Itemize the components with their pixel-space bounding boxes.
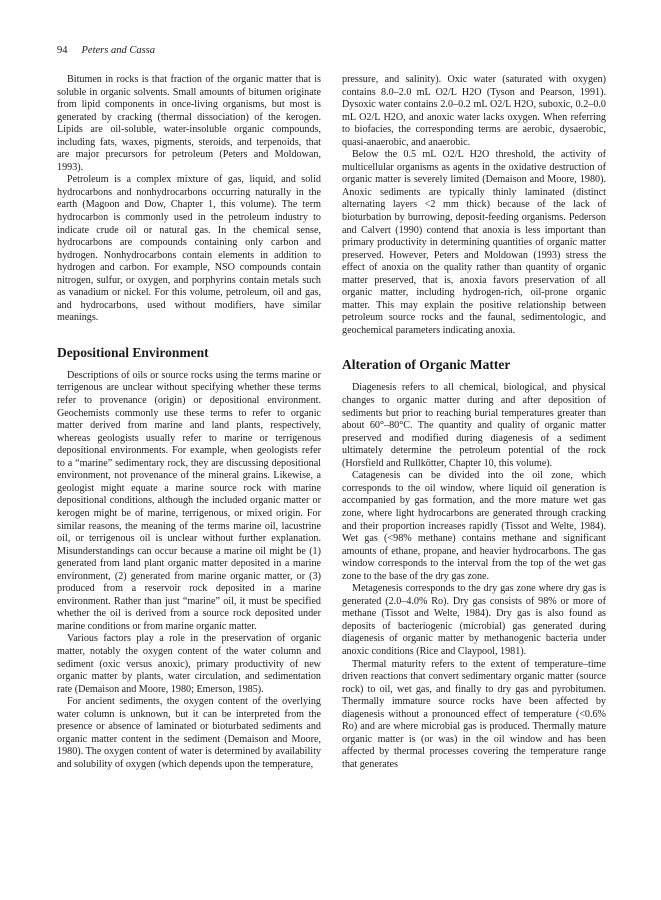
page-number: 94 — [57, 45, 68, 56]
paragraph-oxic-water: pressure, and salinity). Oxic water (saturated with oxygen) contains 8.0–2.0 mL O2/L H2O (Tyson and Pearson, 1991). Dysoxic water contains 2.0–0.2 mL O2/L H2O, suboxic, 0.2–0.0 mL O2/L H2O, and anoxic water lacks oxygen. When referring to biofacies, the corresponding terms are aerobic, dysaerobic, quasi-anaerobic, and anaerobic. — [342, 74, 606, 148]
left-column — [57, 74, 321, 771]
paragraph-catagenesis: Catagenesis can be divided into the oil zone, which corresponds to the oil window, where liquid oil generation is accompanied by gas formation, and the more mature wet gas zone, where light hydrocarbons are generated through cracking and their proportion increases rapidly (Tissot and Welte, 1984). Wet gas (<98% methane) contains methane and significant amounts of ethane, propane, and heavier hydrocarbons. The gas window corresponds to the interval from the top of the wet gas zone to the base of the dry gas zone. — [342, 470, 606, 582]
paragraph-diagenesis: Diagenesis refers to all chemical, biological, and physical changes to organic matter during and after deposition of sediments but prior to reaching burial temperatures greater than about 60°–80°C. The quantity and quality of organic matter preserved and modified during diagenesis of a sediment ultimately determine the petroleum potential of the rock (Horsfield and Rullkötter, Chapter 10, this volume). — [342, 382, 606, 469]
paragraph-anoxic-threshold: Below the 0.5 mL O2/L H2O threshold, the activity of multicellular organisms as agents in the oxidative destruction of organic matter is severely limited (Demaison and Moore, 1980). Anoxic sediments are typically thinly laminated (distinct alternating layers <2 mm thick) because of the lack of bioturbation by burrowing, deposit-feeding organisms. Pederson and Calvert (1990) contend that anoxia is less important than primary productivity in determining quantities of organic matter preserved. However, Peters and Moldowan (1993) stress the effect of anoxia on the quality rather than quantity of organic matter preserved, that is, anoxia favors preservation of all organic matter, including hydrogen-rich, oil-prone organic matter. This may explain the positive relationship between petroleum source rocks and the faunal, sedimentologic, and geochemical parameters indicating anoxia. — [342, 149, 606, 336]
running-head-authors: Peters and Cassa — [81, 45, 155, 56]
heading-alteration-organic-matter: Alteration of Organic Matter — [342, 357, 511, 373]
heading-depositional-environment: Depositional Environment — [57, 344, 209, 360]
running-head — [57, 45, 155, 56]
paragraph-various-factors: Various factors play a role in the preservation of organic matter, notably the oxygen content of the water column and sediment (oxic versus anoxic), primary productivity of new organic matter by plants, water circulation, and sedimentation rate (Demaison and Moore, 1980; Emerson, 1985). — [57, 633, 321, 695]
paragraph-bitumen: Bitumen in rocks is that fraction of the organic matter that is soluble in organic solvents. Small amounts of bitumen originate from lipid components in once-living organisms, but most is generated by cracking (thermal dissociation) of the kerogen. Lipids are oil-soluble, water-insoluble organic compounds, including fats, waxes, pigments, steroids, and terpenoids, that are major precursors for petroleum (Peters and Moldowan, 1993). — [57, 74, 321, 173]
right-column — [342, 74, 606, 771]
paragraph-descriptions: Descriptions of oils or source rocks using the terms marine or terrigenous are unclear without specifying whether these terms refer to provenance (origin) or depositional environment. Geochemists commonly use these terms to refer to organic matter derived from marine and land plants, respectively, whereas geologists usually refer to marine or terrigenous depositional environments. For example, when geologists refer to a “marine” sedimentary rock, they are discussing depositional environment, not provenance of the mineral grains. Likewise, a geologist might equate a marine source rock with marine depositional conditions, although the included organic matter or kerogen might be of marine, terrigenous, or mixed origin. For similar reasons, the meaning of the terms marine oil, lacustrine oil, or terrigenous oil is unclear without further explanation. Misunderstandings can occur because a marine oil might be (1) generated from land plant organic matter deposited in a marine environment, (2) generated from marine organic matter, or (3) produced from a reservoir rock deposited in a marine environment. Rather than just “marine” oil, it must be specified whether the oil is derived from a source rock deposited under marine conditions or from marine organic matter. — [57, 369, 321, 632]
paragraph-ancient-sediments: For ancient sediments, the oxygen content of the overlying water column is unknown, but it can be interpreted from the presence or absence of laminated or bioturbated sediments and organic matter content in the sediment (Demaison and Moore, 1980). The oxygen content of water is determined by availability and solubility of oxygen (which depends upon the temperature, — [57, 696, 321, 770]
paragraph-metagenesis: Metagenesis corresponds to the dry gas zone where dry gas is generated (2.0–4.0% Ro). Dry gas consists of 98% or more of methane (Tissot and Welte, 1984). Dry gas is also found as deposits of bacteriogenic (microbial) gas generated during diagenesis of organic matter by methanogenic bacteria under anoxic conditions (Rice and Claypool, 1981). — [342, 583, 606, 657]
paragraph-thermal-maturity: Thermal maturity refers to the extent of temperature–time driven reactions that convert sedimentary organic matter (source rock) to oil, wet gas, and finally to dry gas and pyrobitumen. Thermally immature source rocks have been affected by diagenesis without a pronounced effect of temperature (<0.6% Ro) and are where microbial gas is produced. Thermally mature organic matter is (or was) in the oil window and has been affected by thermal processes covering the temperature range that generates — [342, 658, 606, 770]
paragraph-petroleum: Petroleum is a complex mixture of gas, liquid, and solid hydrocarbons and nonhydrocarbons occurring naturally in the earth (Magoon and Dow, Chapter 1, this volume). The term hydrocarbon is commonly used in the petroleum industry to indicate crude oil or natural gas. In the chemical sense, hydrocarbons are compounds containing only carbon and hydrogen. Nonhydrocarbons contain elements in addition to hydrogen and carbon. For example, NSO compounds contain nitrogen, sulfur, or oxygen, and porphyrins contain metals such as vanadium or nickel. For this volume, petroleum, oil and gas, and hydrocarbons, used without modifiers, have similar meanings. — [57, 174, 321, 324]
